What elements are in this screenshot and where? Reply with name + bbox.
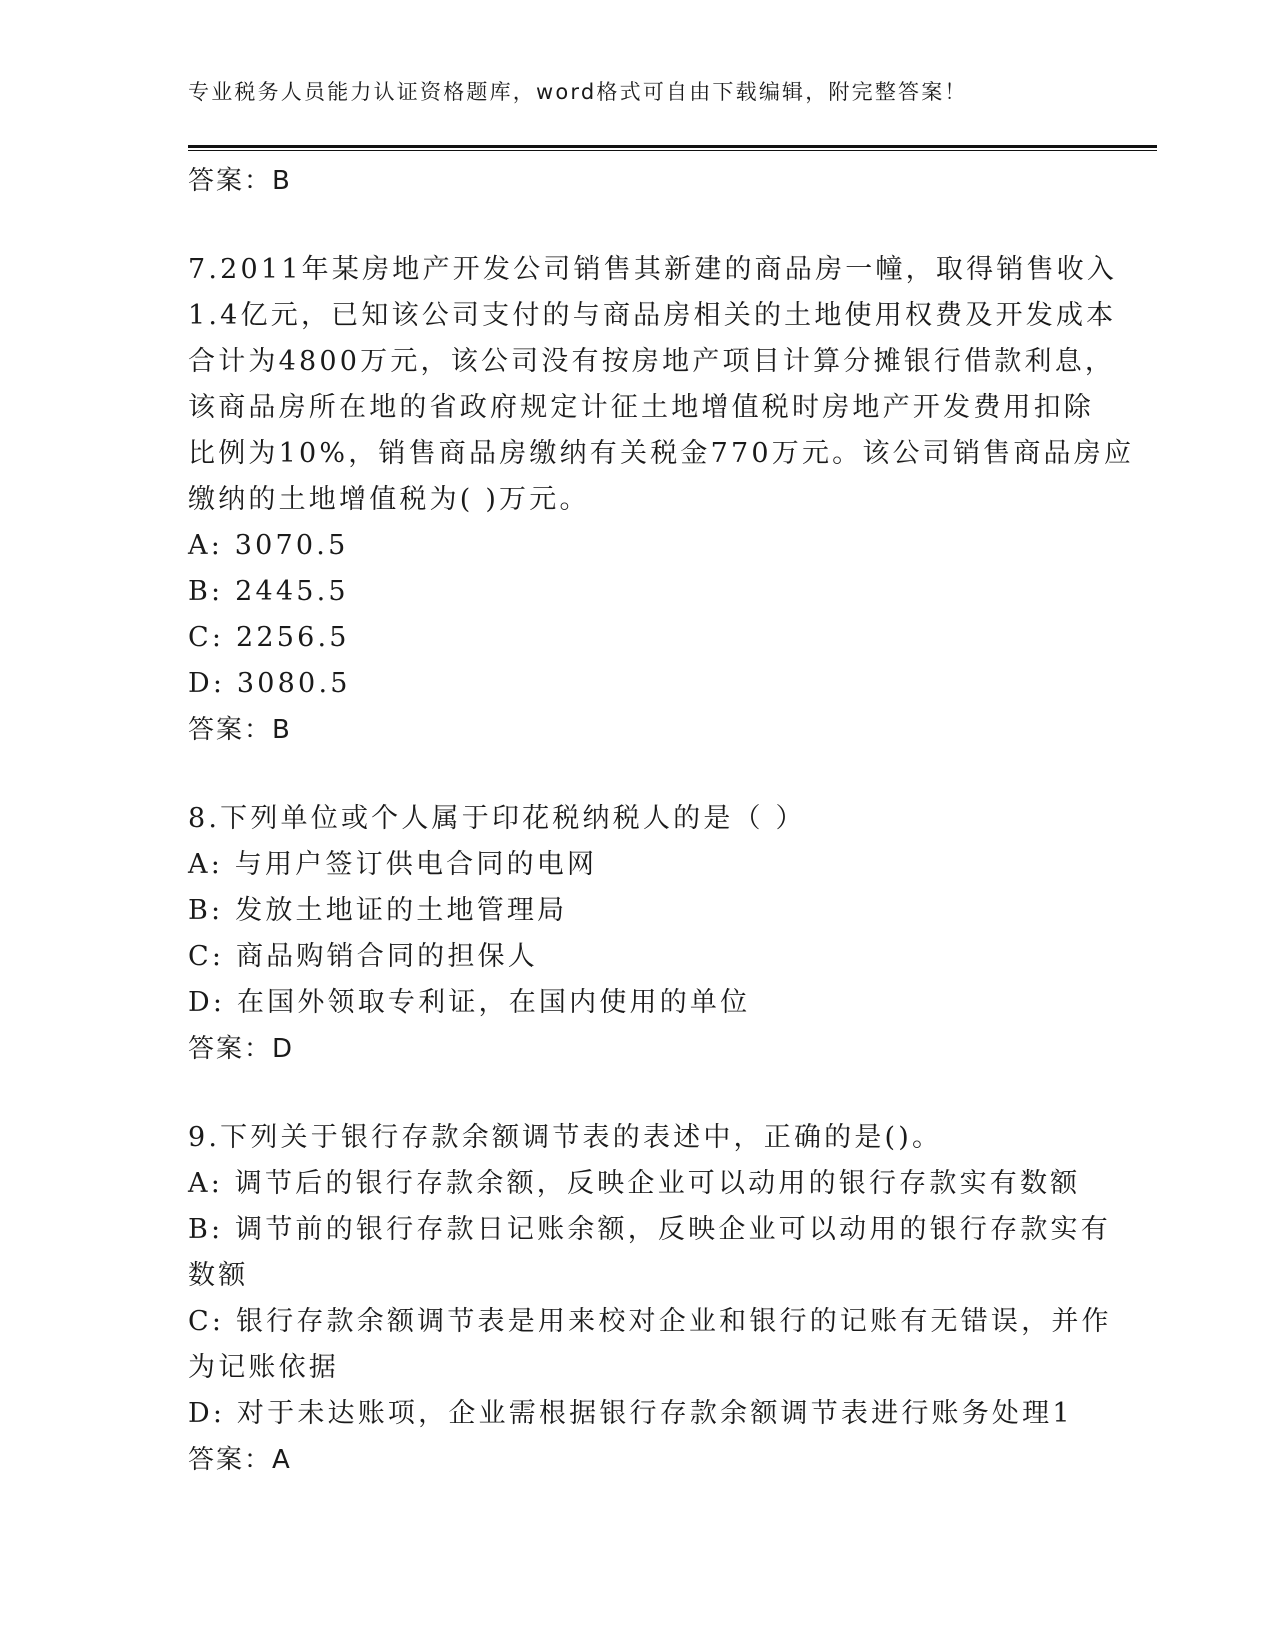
question-text-line: 比例为10%，销售商品房缴纳有关税金770万元。该公司销售商品房应 — [188, 438, 1135, 469]
block-spacer — [188, 753, 1088, 796]
question-text-line: 合计为4800万元，该公司没有按房地产项目计算分摊银行借款利息， — [188, 346, 1116, 377]
option-d: D: 3080.5 — [188, 668, 351, 699]
question-text-line: 该商品房所在地的省政府规定计征土地增值税时房地产开发费用扣除 — [188, 392, 1094, 423]
question-text-line: 缴纳的土地增值税为( )万元。 — [188, 484, 590, 515]
option-b-continued: 数额 — [188, 1260, 249, 1291]
question-text-line: 9.下列关于银行存款余额调节表的表述中，正确的是()。 — [188, 1122, 943, 1153]
question-text-line: 1.4亿元，已知该公司支付的与商品房相关的土地使用权费及开发成本 — [188, 300, 1117, 331]
header-rule-thick — [188, 145, 1157, 148]
question-block-9 — [188, 1115, 1112, 1483]
answer-line: 答案：A — [188, 1445, 292, 1475]
option-b: B: 发放土地证的土地管理局 — [188, 895, 568, 926]
option-c: C: 商品购销合同的担保人 — [188, 941, 538, 972]
header-rule-thin — [188, 150, 1157, 151]
option-a: A: 与用户签订供电合同的电网 — [188, 849, 598, 880]
question-block-7 — [188, 247, 1135, 753]
option-c-continued: 为记账依据 — [188, 1352, 339, 1383]
question-block-6-answer — [188, 158, 1088, 204]
block-spacer — [188, 1072, 1088, 1115]
question-text-line: 7.2011年某房地产开发公司销售其新建的商品房一幢，取得销售收入 — [188, 254, 1118, 285]
option-c: C: 2256.5 — [188, 622, 350, 653]
answer-line: 答案：D — [188, 1034, 295, 1064]
option-b: B: 2445.5 — [188, 576, 349, 607]
question-text-line: 8.下列单位或个人属于印花税纳税人的是（ ） — [188, 803, 806, 834]
option-d: D: 在国外领取专利证，在国内使用的单位 — [188, 987, 751, 1018]
answer-line: 答案：B — [188, 715, 292, 745]
option-a: A: 3070.5 — [188, 530, 349, 561]
question-block-8 — [188, 796, 1088, 1072]
question-content — [188, 158, 1135, 1483]
block-spacer — [188, 204, 1088, 247]
answer-line: 答案：B — [188, 166, 292, 196]
page-header: 专业税务人员能力认证资格题库，word格式可自由下载编辑，附完整答案！ — [188, 80, 968, 104]
option-b: B: 调节前的银行存款日记账余额，反映企业可以动用的银行存款实有 — [188, 1214, 1111, 1245]
option-a: A: 调节后的银行存款余额，反映企业可以动用的银行存款实有数额 — [188, 1168, 1081, 1199]
option-c: C: 银行存款余额调节表是用来校对企业和银行的记账有无错误，并作 — [188, 1306, 1112, 1337]
option-d: D: 对于未达账项，企业需根据银行存款余额调节表进行账务处理1 — [188, 1398, 1073, 1429]
